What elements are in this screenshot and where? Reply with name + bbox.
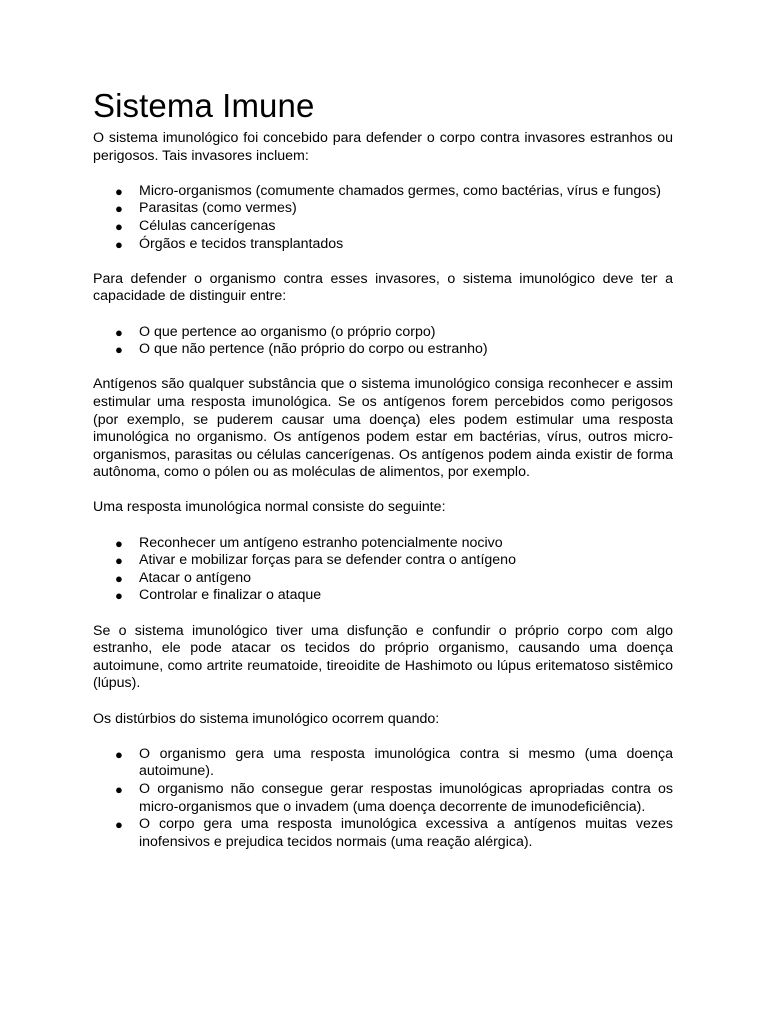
bullet-icon: ● bbox=[115, 324, 123, 340]
bullet-icon: ● bbox=[115, 588, 123, 604]
list-item: ● Células cancerígenas bbox=[115, 217, 276, 234]
paragraph-distinguish: Para defender o organismo contra esses invasores, o sistema imunológico deve ter a capacidade de distinguir entre: bbox=[93, 270, 673, 305]
bullet-icon: ● bbox=[115, 570, 123, 586]
list-item: ● Micro-organismos (comumente chamados germes, como bactérias, vírus e fungos) bbox=[115, 182, 661, 199]
paragraph-intro: O sistema imunológico foi concebido para defender o corpo contra invasores estranhos ou perigosos. Tais invasores incluem: bbox=[93, 130, 673, 164]
list-item: ● O organismo não consegue gerar respostas imunológicas apropriadas contra os micro-organismos que o invadem (uma doença decorrente de imunodeficiência). bbox=[115, 780, 673, 815]
document-page bbox=[93, 86, 673, 851]
list-item: ● Controlar e finalizar o ataque bbox=[115, 587, 322, 604]
page-title: Sistema Imune bbox=[93, 87, 315, 124]
list-item: ● O organismo gera uma resposta imunológica contra si mesmo (uma doença autoimune). bbox=[115, 745, 673, 780]
bullet-icon: ● bbox=[115, 218, 123, 234]
bullet-icon: ● bbox=[115, 342, 123, 358]
bullet-icon: ● bbox=[115, 535, 123, 551]
list-item: ● O que não pertence (não próprio do corpo ou estranho) bbox=[115, 341, 488, 358]
distinguish-list bbox=[93, 324, 673, 359]
bullet-icon: ● bbox=[115, 183, 123, 199]
list-item: ● O corpo gera uma resposta imunológica excessiva a antígenos muitas vezes inofensivos e prejudica tecidos normais (uma reação alérgica). bbox=[115, 816, 673, 850]
response-steps-list bbox=[93, 535, 673, 605]
list-item: ● Ativar e mobilizar forças para se defender contra o antígeno bbox=[115, 552, 516, 569]
paragraph-autoimmune: Se o sistema imunológico tiver uma disfunção e confundir o próprio corpo com algo estranho, ele pode atacar os tecidos do próprio organismo, causando uma doença autoimune, como artrite reumatoide, tireoidite de Hashimoto ou lúpus eritematoso sistêmico (lúpus). bbox=[93, 622, 673, 692]
list-item: ● Órgãos e tecidos transplantados bbox=[115, 235, 344, 252]
bullet-icon: ● bbox=[115, 746, 123, 762]
bullet-icon: ● bbox=[115, 781, 123, 797]
list-item: ● Parasitas (como vermes) bbox=[115, 200, 297, 217]
paragraph-disorders: Os distúrbios do sistema imunológico ocorrem quando: bbox=[93, 710, 440, 727]
bullet-icon: ● bbox=[115, 201, 123, 217]
bullet-icon: ● bbox=[115, 817, 123, 833]
bullet-icon: ● bbox=[115, 553, 123, 569]
paragraph-antigens: Antígenos são qualquer substância que o sistema imunológico consiga reconhecer e assim estimular uma resposta imunológica. Se os antígenos forem percebidos como perigosos (por exemplo, se puderem causar uma doença) eles podem estimular uma resposta imunológica no organismo. Os antígenos podem estar em bactérias, vírus, outros micro-organismos, parasitas ou células cancerígenas. Os antígenos podem ainda existir de forma autônoma, como o pólen ou as moléculas de alimentos, por exemplo. bbox=[93, 376, 673, 481]
invaders-list bbox=[93, 183, 673, 253]
paragraph-normal-response: Uma resposta imunológica normal consiste do seguinte: bbox=[93, 499, 446, 516]
list-item: ● Reconhecer um antígeno estranho potencialmente nocivo bbox=[115, 534, 503, 551]
bullet-icon: ● bbox=[115, 236, 123, 252]
list-item: ● Atacar o antígeno bbox=[115, 569, 252, 586]
list-item: ● O que pertence ao organismo (o próprio corpo) bbox=[115, 323, 436, 340]
disorders-list bbox=[93, 746, 673, 852]
